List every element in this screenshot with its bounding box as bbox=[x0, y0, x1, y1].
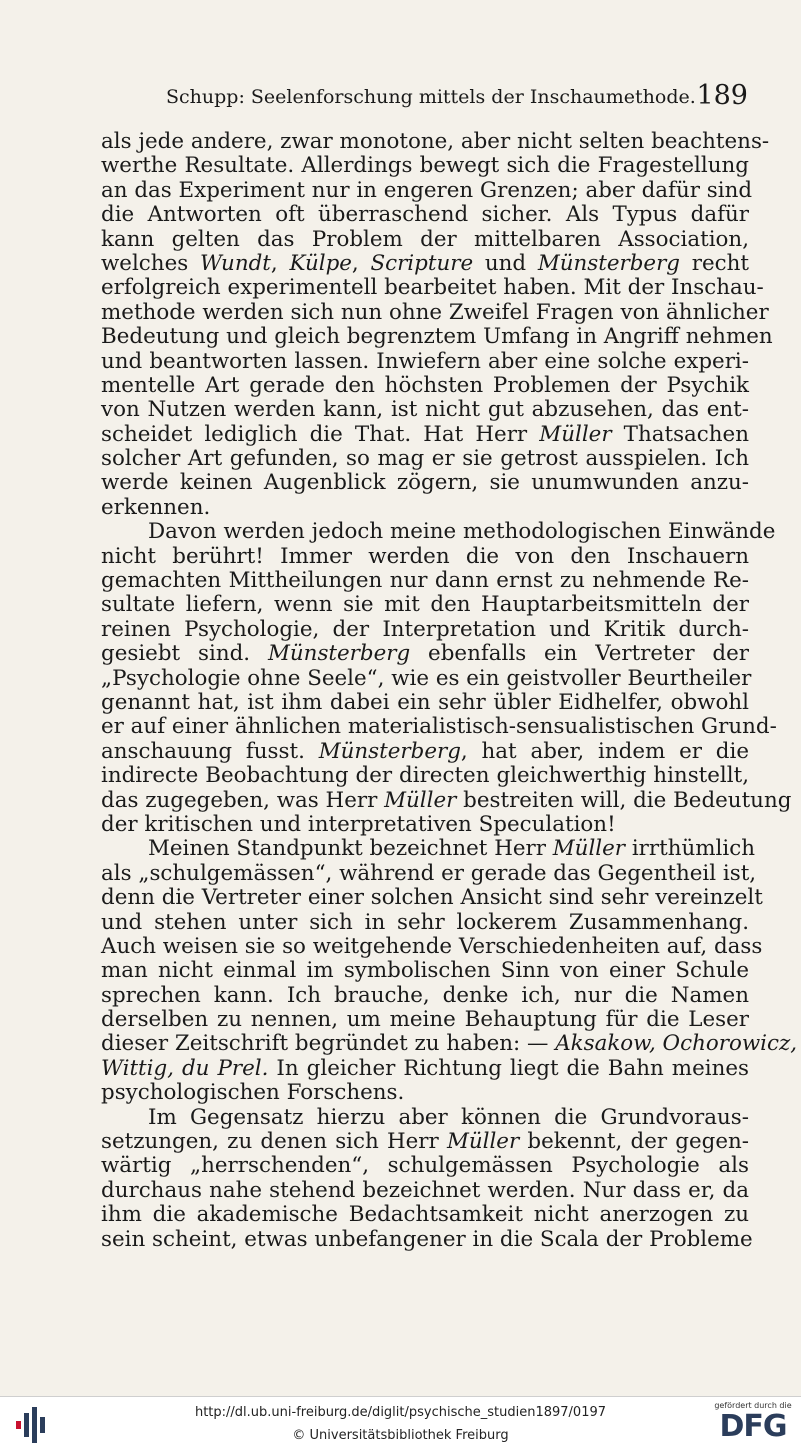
text-line bbox=[101, 299, 769, 325]
italic-name: Wittig, du Prel. bbox=[101, 1055, 269, 1081]
text-line bbox=[101, 228, 749, 252]
text-run: erkennen. bbox=[101, 494, 211, 520]
text-line bbox=[101, 911, 749, 935]
dfg-wordmark: DFG bbox=[719, 1409, 787, 1444]
text-line bbox=[101, 177, 753, 203]
text-run: reinen Psychologie, der Interpretation und Kritik durch- bbox=[101, 616, 749, 642]
text-run: methode werden sich nun ohne Zweifel Fragen von ähnlicher bbox=[101, 299, 769, 325]
text-line bbox=[101, 129, 770, 154]
text-run: Davon werden jedoch meine methodologischen Einwände bbox=[148, 519, 776, 545]
text-run: recht bbox=[680, 250, 749, 276]
text-run: bekennt, der gegen- bbox=[519, 1129, 749, 1155]
text-line bbox=[101, 1008, 749, 1032]
text-run: irrthümlich bbox=[625, 836, 755, 862]
text-run: , hat aber, indem er die bbox=[460, 738, 750, 764]
text-line bbox=[101, 740, 749, 764]
text-line bbox=[101, 1106, 749, 1130]
text-run: In gleicher Richtung liegt die Bahn meines bbox=[268, 1055, 750, 1081]
text-line bbox=[101, 1203, 749, 1227]
viewer-footer bbox=[0, 1396, 801, 1452]
text-run: durchaus nahe stehend bezeichnet werden. Nur dass er, da bbox=[101, 1177, 749, 1203]
text-run: mentelle Art gerade den höchsten Problemen der Psychik bbox=[101, 372, 749, 398]
text-run: Auch weisen sie so weitgehende Verschiedenheiten auf, dass bbox=[101, 933, 763, 959]
italic-name: Müller bbox=[384, 787, 457, 813]
italic-name: Müller bbox=[446, 1129, 520, 1155]
text-run: solcher Art gefunden, so mag er sie getrost ausspielen. Ich bbox=[101, 446, 749, 472]
italic-name: Müller bbox=[552, 836, 626, 862]
italic-name: Müller bbox=[539, 421, 612, 447]
text-line bbox=[101, 252, 749, 276]
text-run: psychologischen Forschens. bbox=[101, 1080, 405, 1106]
source-url[interactable]: http://dl.ub.uni-freiburg.de/diglit/psychische_studien1897/0197 bbox=[194, 1405, 607, 1420]
text-line bbox=[101, 569, 749, 593]
italic-name: Aksakow, Ochorowicz, bbox=[555, 1031, 798, 1057]
text-run: man nicht einmal im symbolischen Sinn von einer Schule bbox=[101, 958, 749, 984]
text-line bbox=[101, 618, 749, 642]
text-line bbox=[101, 350, 749, 374]
text-run: welches bbox=[101, 250, 200, 276]
text-line bbox=[101, 836, 755, 862]
text-line bbox=[101, 423, 749, 447]
text-line bbox=[101, 787, 792, 813]
text-line bbox=[101, 984, 749, 1008]
text-line bbox=[101, 471, 749, 495]
text-run: und stehen unter sich in sehr lockerem Zusammenhang. bbox=[101, 909, 749, 935]
text-line bbox=[101, 496, 749, 520]
text-run: werde keinen Augenblick zögern, sie unumwunden anzu- bbox=[101, 470, 749, 496]
text-line bbox=[101, 545, 749, 569]
text-line bbox=[101, 593, 749, 617]
text-run: an das Experiment nur in engeren Grenzen; aber dafür sind bbox=[101, 177, 753, 203]
text-run: die Antworten oft überraschend sicher. Als Typus dafür bbox=[101, 202, 749, 228]
page-number: 189 bbox=[696, 80, 748, 111]
text-run: setzungen, zu denen sich Herr bbox=[101, 1129, 447, 1155]
text-run: als „schulgemässen“, während er gerade das Gegentheil ist, bbox=[101, 860, 757, 886]
italic-name: Münsterberg bbox=[318, 738, 461, 764]
text-line bbox=[101, 374, 749, 398]
text-line bbox=[101, 813, 749, 837]
text-line bbox=[101, 959, 749, 983]
text-run: von Nutzen werden kann, ist nicht gut abzusehen, das ent- bbox=[101, 397, 749, 423]
text-run: werthe Resultate. Allerdings bewegt sich die Fragestellung bbox=[101, 153, 749, 179]
running-title: Schupp: Seelenforschung mittels der Inschaumethode. bbox=[166, 86, 696, 108]
text-run: der kritischen und interpretativen Speculation! bbox=[101, 811, 616, 837]
text-run: das zugegeben, was Herr bbox=[101, 787, 385, 813]
text-run: indirecte Beobachtung der directen gleichwerthig hinstellt, bbox=[101, 763, 749, 789]
copyright-notice: © Universitätsbibliothek Freiburg bbox=[292, 1428, 509, 1443]
text-run: derselben zu nennen, um meine Behauptung für die Leser bbox=[101, 1007, 749, 1033]
text-run: ihm die akademische Bedachtsamkeit nicht anerzogen zu bbox=[101, 1202, 749, 1228]
text-line bbox=[101, 1226, 753, 1252]
text-line bbox=[101, 398, 749, 422]
text-run: gemachten Mittheilungen nur dann ernst zu nehmende Re- bbox=[101, 568, 749, 594]
text-run: und bbox=[473, 250, 538, 276]
text-run: scheidet lediglich die That. Hat Herr bbox=[101, 421, 540, 447]
text-run: er auf einer ähnlichen materialistisch-sensualistischen Grund- bbox=[101, 714, 777, 740]
text-line bbox=[101, 154, 749, 178]
text-line bbox=[101, 885, 763, 911]
text-line bbox=[101, 1130, 749, 1154]
text-line bbox=[101, 1031, 798, 1057]
text-run: erfolgreich experimentell bearbeitet haben. Mit der Inschau- bbox=[101, 275, 764, 301]
text-run: nicht berührt! Immer werden die von den Inschauern bbox=[101, 543, 749, 569]
text-line bbox=[101, 933, 763, 959]
text-run: Bedeutung und gleich begrenztem Umfang in Angriff nehmen bbox=[101, 324, 773, 350]
text-run: Thatsachen bbox=[611, 421, 749, 447]
italic-name: Scripture bbox=[370, 250, 474, 276]
text-run: Meinen Standpunkt bezeichnet Herr bbox=[148, 836, 553, 862]
text-run: anschauung fusst. bbox=[101, 738, 319, 764]
body-text bbox=[101, 129, 798, 1252]
text-run: bestreiten will, die Bedeutung bbox=[456, 787, 792, 813]
text-run: gesiebt sind. bbox=[101, 641, 268, 667]
text-run: sultate liefern, wenn sie mit den Hauptarbeitsmitteln der bbox=[101, 592, 749, 618]
text-line bbox=[101, 764, 749, 788]
italic-name: Külpe bbox=[289, 250, 352, 276]
text-line bbox=[101, 1179, 749, 1203]
text-run: Im Gegensatz hierzu aber können die Grundvoraus- bbox=[148, 1104, 749, 1130]
text-line bbox=[101, 203, 749, 227]
text-line bbox=[101, 324, 773, 350]
text-run: sprechen kann. Ich brauche, denke ich, nur die Namen bbox=[101, 982, 749, 1008]
dfg-funded-label: gefördert durch die bbox=[714, 1401, 792, 1410]
text-line bbox=[101, 642, 749, 666]
text-line bbox=[101, 1081, 749, 1105]
text-line bbox=[101, 275, 764, 301]
text-run: genannt hat, ist ihm dabei ein sehr übler Eidhelfer, obwohl bbox=[101, 689, 749, 715]
text-line bbox=[101, 1057, 749, 1081]
text-run: dieser Zeitschrift begründet zu haben: — bbox=[101, 1031, 556, 1057]
text-line bbox=[101, 665, 752, 691]
text-line bbox=[101, 860, 757, 886]
text-run: ebenfalls ein Vertreter der bbox=[410, 641, 750, 667]
text-line bbox=[101, 1154, 749, 1178]
text-run: wärtig „herrschenden“, schulgemässen Psychologie als bbox=[101, 1153, 749, 1179]
text-line bbox=[101, 447, 749, 471]
running-header bbox=[160, 80, 750, 114]
text-run: sein scheint, etwas unbefangener in die Scala der Probleme bbox=[101, 1226, 753, 1252]
italic-name: Münsterberg bbox=[267, 641, 411, 667]
text-run: als jede andere, zwar monotone, aber nicht selten beachtens- bbox=[101, 129, 770, 154]
text-run: kann gelten das Problem der mittelbaren Association, bbox=[101, 226, 749, 252]
text-run: denn die Vertreter einer solchen Ansicht sind sehr vereinzelt bbox=[101, 885, 763, 911]
text-run: , bbox=[270, 250, 290, 276]
text-line bbox=[101, 691, 749, 715]
text-run: „Psychologie ohne Seele“, wie es ein geistvoller Beurtheiler bbox=[101, 665, 752, 691]
italic-name: Münsterberg bbox=[537, 250, 680, 276]
text-run: , bbox=[351, 250, 371, 276]
dfg-logo bbox=[711, 1401, 795, 1449]
text-line bbox=[101, 519, 776, 545]
italic-name: Wundt bbox=[199, 250, 271, 276]
text-line bbox=[101, 714, 777, 740]
text-run: und beantworten lassen. Inwiefern aber eine solche experi- bbox=[101, 348, 749, 374]
